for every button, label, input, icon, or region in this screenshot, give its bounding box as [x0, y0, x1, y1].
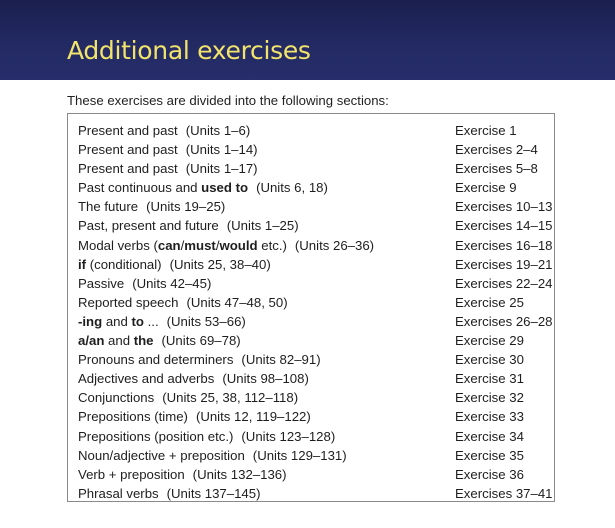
table-row [68, 446, 554, 465]
section-units: (Units 25, 38, 112–118) [162, 390, 299, 406]
table-row [68, 121, 554, 140]
table-row [68, 369, 554, 388]
exercise-cell: Exercise 35 [455, 447, 524, 463]
table-row [68, 255, 554, 274]
section-text: Present and past [78, 161, 178, 177]
section-text: Modal verbs ( [78, 237, 158, 253]
table-row [68, 197, 554, 216]
table-row [68, 274, 554, 293]
table-row [68, 216, 554, 235]
section-keyword: -ing [78, 313, 103, 329]
section-units: (Units 1–6) [185, 123, 251, 138]
exercise-cell: Exercise 29 [455, 333, 524, 349]
section-cell [78, 484, 260, 503]
intro-text: These exercises are divided into the following sections: [67, 93, 389, 108]
section-text: Noun/adjective + preposition [78, 447, 245, 463]
section-cell [78, 446, 347, 465]
section-units: (Units 1–25) [226, 218, 299, 234]
section-units: (Units 1–14) [185, 142, 258, 158]
table-row [68, 484, 554, 503]
table-row [68, 236, 554, 255]
section-keyword: the [133, 333, 154, 349]
section-units: (Units 6, 18) [256, 180, 328, 196]
exercise-cell: Exercises 16–18 [455, 237, 553, 253]
section-cell [78, 465, 287, 484]
exercise-cell: Exercise 25 [455, 294, 524, 310]
section-cell [78, 407, 311, 426]
section-cell [78, 369, 309, 388]
exercise-cell: Exercises 26–28 [455, 313, 553, 329]
exercise-cell: Exercise 32 [455, 390, 524, 406]
section-text: and [104, 333, 134, 349]
section-cell [78, 121, 250, 140]
section-keyword: used to [201, 180, 249, 196]
section-text: Conjunctions [78, 390, 155, 406]
table-row [68, 159, 554, 178]
section-units: (Units 129–131) [252, 447, 347, 463]
section-text: Phrasal verbs [78, 485, 159, 501]
section-keyword: if [78, 256, 87, 272]
sections-table [67, 113, 555, 502]
exercise-cell: Exercises 14–15 [455, 218, 553, 234]
section-cell [78, 159, 258, 178]
table-row [68, 350, 554, 369]
section-cell [78, 140, 258, 159]
exercise-cell: Exercises 37–41 [455, 485, 553, 501]
section-cell [78, 388, 298, 407]
section-cell [78, 255, 271, 274]
section-cell [78, 427, 335, 446]
section-text: Reported speech [78, 294, 179, 310]
exercise-cell: Exercise 30 [455, 352, 524, 368]
section-units: (Units 25, 38–40) [169, 256, 271, 272]
sections-rows [68, 121, 554, 503]
section-cell [78, 178, 328, 197]
section-cell [78, 216, 299, 235]
exercise-cell: Exercise 33 [455, 409, 524, 425]
section-text: (conditional) [86, 256, 162, 272]
table-row [68, 331, 554, 350]
section-units: (Units 69–78) [161, 333, 241, 349]
section-keyword: a/an [78, 333, 105, 349]
section-text: Past, present and future [78, 218, 219, 234]
table-row [68, 465, 554, 484]
section-keyword: would [219, 237, 258, 253]
section-text: and [102, 313, 132, 329]
section-units: (Units 47–48, 50) [186, 294, 288, 310]
section-units: (Units 53–66) [166, 313, 246, 329]
section-text: Passive [78, 275, 125, 291]
section-text: etc.) [257, 237, 287, 253]
section-text: Past continuous and [78, 180, 202, 196]
section-cell [78, 293, 288, 312]
exercise-cell: Exercise 9 [455, 180, 517, 196]
section-text: Present and past [78, 123, 178, 138]
exercise-cell: Exercise 1 [455, 123, 517, 138]
section-text: Prepositions (position etc.) [78, 428, 234, 444]
section-text: / [215, 237, 220, 253]
section-units: (Units 1–17) [185, 161, 258, 177]
table-row [68, 388, 554, 407]
section-text: Adjectives and adverbs [78, 371, 215, 387]
section-units: (Units 132–136) [192, 466, 287, 482]
section-text: ... [143, 313, 159, 329]
section-units: (Units 26–36) [294, 237, 375, 253]
section-cell [78, 274, 211, 293]
section-keyword: must [184, 237, 216, 253]
exercise-cell: Exercise 34 [455, 428, 524, 444]
exercise-cell: Exercises 2–4 [455, 142, 538, 158]
section-units: (Units 82–91) [241, 352, 321, 368]
section-cell [78, 197, 225, 216]
section-units: (Units 19–25) [146, 199, 226, 215]
exercise-cell: Exercises 22–24 [455, 275, 553, 291]
section-cell [78, 312, 246, 331]
table-row [68, 140, 554, 159]
section-text: The future [78, 199, 139, 215]
section-units: (Units 137–145) [166, 485, 261, 501]
table-row [68, 427, 554, 446]
section-cell [78, 331, 241, 350]
exercise-cell: Exercise 36 [455, 466, 524, 482]
exercise-cell: Exercises 19–21 [455, 256, 553, 272]
page-title: Additional exercises [67, 36, 311, 65]
section-units: (Units 42–45) [132, 275, 212, 291]
section-text: Prepositions (time) [78, 409, 188, 425]
table-row [68, 407, 554, 426]
exercise-cell: Exercises 5–8 [455, 161, 538, 177]
section-cell [78, 350, 321, 369]
table-row [68, 178, 554, 197]
section-cell [78, 236, 374, 255]
section-text: / [180, 237, 185, 253]
section-units: (Units 123–128) [241, 428, 336, 444]
section-units: (Units 98–108) [222, 371, 309, 387]
table-row [68, 293, 554, 312]
section-text: Present and past [78, 142, 178, 158]
exercise-cell: Exercise 31 [455, 371, 524, 387]
section-text: Verb + preposition [78, 466, 185, 482]
section-keyword: can [157, 237, 181, 253]
exercise-cell: Exercises 10–13 [455, 199, 553, 215]
section-units: (Units 12, 119–122) [195, 409, 311, 425]
table-row [68, 312, 554, 331]
section-text: Pronouns and determiners [78, 352, 234, 368]
section-keyword: to [131, 313, 144, 329]
